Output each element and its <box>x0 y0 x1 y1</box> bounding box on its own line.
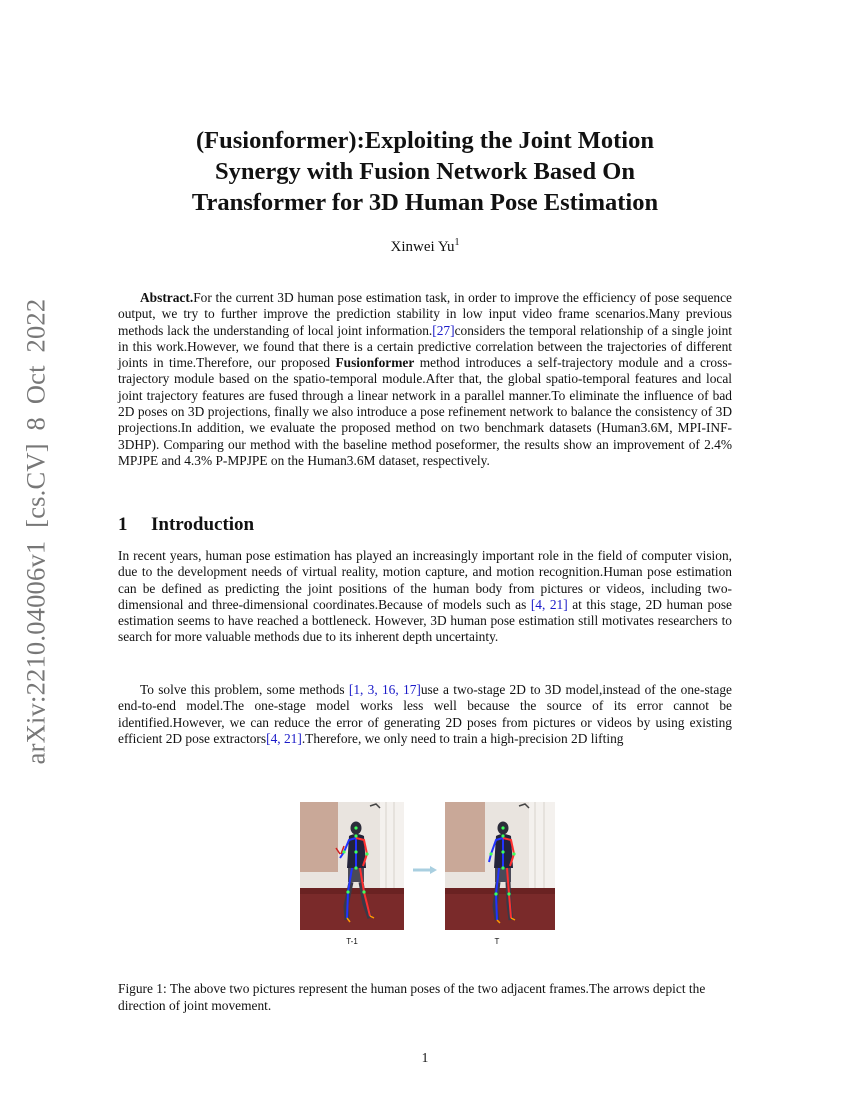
abstract-text: considers the temporal relationship of a single joint in this work.However, we found that there is a certain predictive correlation between the trajectories of different joints in time.Therefore, our proposed <box>118 322 732 371</box>
abstract-text: For the current 3D human pose estimation task, in order to improve the efficiency of pose sequence output, we try to further improve the prediction stability in low input video frame scenarios.Many previous methods lack the understanding of local joint information. <box>118 290 732 338</box>
title-line: Transformer for 3D Human Pose Estimation <box>191 189 659 216</box>
citation-link[interactable]: [4, 21] <box>530 596 568 612</box>
section-title: Introduction <box>151 514 255 535</box>
abstract <box>118 290 732 469</box>
pose-frame-previous <box>300 802 404 930</box>
citation-link[interactable]: [4, 21] <box>266 730 302 746</box>
section-number: 1 <box>118 514 128 535</box>
author-affiliation-mark: 1 <box>454 237 460 248</box>
paper-title <box>118 125 732 218</box>
method-name: Fusionformer <box>335 355 415 371</box>
pose-frame-current <box>445 802 549 930</box>
arrow-right-icon <box>412 862 438 880</box>
abstract-text: method introduces a self-trajectory module and a cross-trajectory module based on the spatio-temporal module.After that, the global spatio-temporal features and local joint trajectory features are fused through a linear network in a parallel manner.To eliminate the influence of bad 2D poses on 3D projections, finally we also introduce a pose refinement network to balance the consistency of 3D projections.In addition, we evaluate the proposed method on two benchmark datasets (Human3.6M, MPI-INF-3DHP). Comparing our method with the baseline method poseformer, the results show an improvement of 2.4% MPJPE and 4.3% P-MPJPE on the Human3.6M dataset, respectively. <box>118 355 732 468</box>
title-line: Synergy with Fusion Network Based On <box>215 158 635 185</box>
page-number: 1 <box>421 1050 429 1065</box>
paragraph-text: .Therefore, we only need to train a high-precision 2D lifting <box>301 730 624 746</box>
section-heading <box>118 514 254 536</box>
arxiv-stamp <box>15 300 57 762</box>
citation-link[interactable]: [27] <box>432 322 455 338</box>
author-line <box>118 237 732 256</box>
figure-1 <box>300 802 560 950</box>
author-name: Xinwei Yu <box>390 239 455 255</box>
title-line: (Fusionformer):Exploiting the Joint Motion <box>196 127 654 154</box>
paragraph-text: In recent years, human pose estimation has played an increasingly important role in the field of computer vision, due to the development needs of virtual reality, motion capture, and motion recognition.Human pose estimation can be defined as predicting the joint positions of the human body from pictures or videos, including two-dimensional and three-dimensional coordinates.Because of models such as <box>118 548 732 612</box>
frame-label-previous: T-1 <box>346 937 358 946</box>
citation-link[interactable]: [1, 3, 16, 17] <box>348 682 421 697</box>
frame-label-current: T <box>494 937 500 946</box>
abstract-label: Abstract. <box>140 290 194 305</box>
paragraph-text: use a two-stage 2D to 3D model,instead of the one-stage end-to-end model.The one-stage model works less well because the source of its error cannot be identified.However, we can reduce the error of generating 2D poses from pictures or videos by using existing efficient 2D pose extractors <box>118 682 732 746</box>
arxiv-identifier: arXiv:2210.04006v1 [cs.CV] 8 Oct 2022 <box>20 298 51 764</box>
intro-paragraph <box>118 548 732 646</box>
paragraph-text: To solve this problem, some methods <box>140 682 349 697</box>
figure-caption: Figure 1: The above two pictures represent the human poses of the two adjacent frames.The arrows depict the direction of joint movement. <box>118 981 706 1013</box>
intro-paragraph <box>118 682 732 747</box>
paragraph-text: at this stage, 2D human pose estimation seems to have reached a bottleneck. However, 3D human pose estimation still motivates researchers to search for more valuable methods due to its inherent depth uncertainty. <box>118 596 733 645</box>
